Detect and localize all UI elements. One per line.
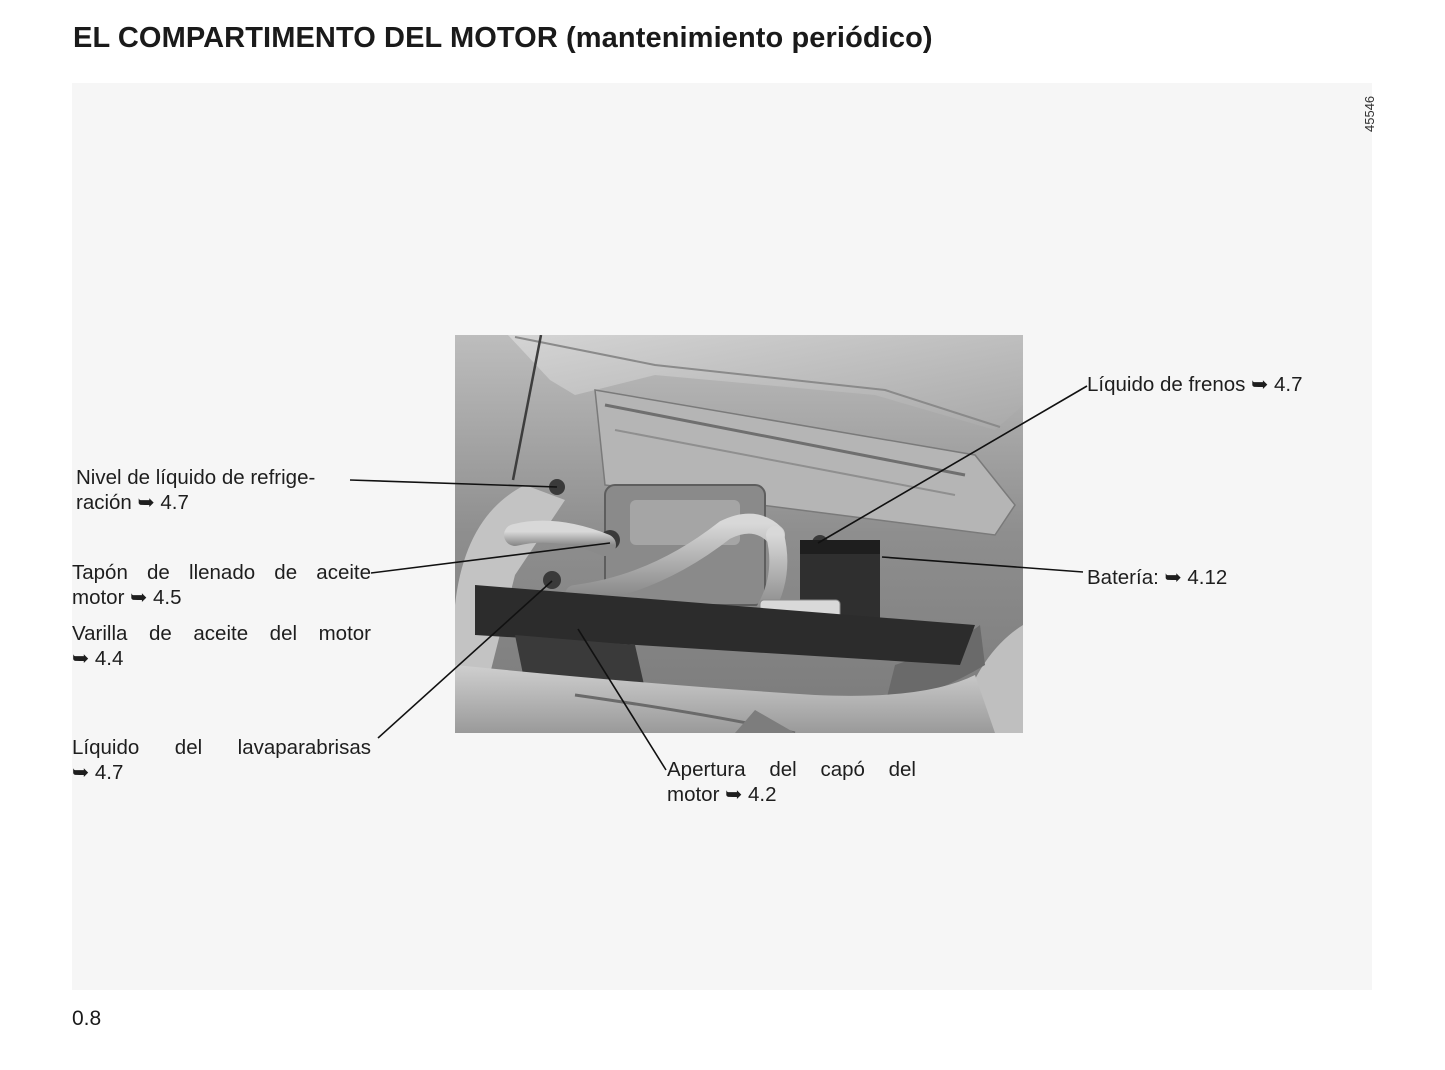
label-oil-cap-line1: Tapón de llenado de aceite bbox=[72, 561, 371, 584]
label-washer-line2: ➥ 4.7 bbox=[72, 761, 124, 784]
label-coolant-line2: ración ➥ 4.7 bbox=[76, 491, 189, 514]
label-washer-fluid bbox=[72, 735, 371, 785]
label-coolant-line1: Nivel de líquido de refrige- bbox=[76, 466, 316, 489]
label-brake-line1: Líquido de frenos ➥ 4.7 bbox=[1087, 373, 1303, 396]
label-washer-line1: Líquido del lavaparabrisas bbox=[72, 736, 371, 759]
page-title: EL COMPARTIMENTO DEL MOTOR (mantenimiento periódico) bbox=[73, 22, 933, 54]
label-oil-cap-line2: motor ➥ 4.5 bbox=[72, 586, 182, 609]
label-battery-line1: Batería: ➥ 4.12 bbox=[1087, 566, 1228, 589]
label-oil-dipstick bbox=[72, 621, 371, 671]
engine-bay-photo bbox=[455, 335, 1023, 733]
label-bonnet-opening bbox=[667, 757, 916, 807]
label-dipstick-line1: Varilla de aceite del motor bbox=[72, 622, 371, 645]
label-battery bbox=[1087, 565, 1227, 590]
page-number: 0.8 bbox=[72, 1007, 102, 1030]
label-bonnet-line1: Apertura del capó del bbox=[667, 758, 916, 781]
label-brake-fluid bbox=[1087, 372, 1303, 397]
label-dipstick-line2: ➥ 4.4 bbox=[72, 647, 124, 670]
label-coolant-level bbox=[76, 465, 315, 515]
label-bonnet-line2: motor ➥ 4.2 bbox=[667, 783, 777, 806]
label-oil-filler-cap bbox=[72, 560, 371, 610]
figure-code: 45546 bbox=[1362, 95, 1377, 132]
